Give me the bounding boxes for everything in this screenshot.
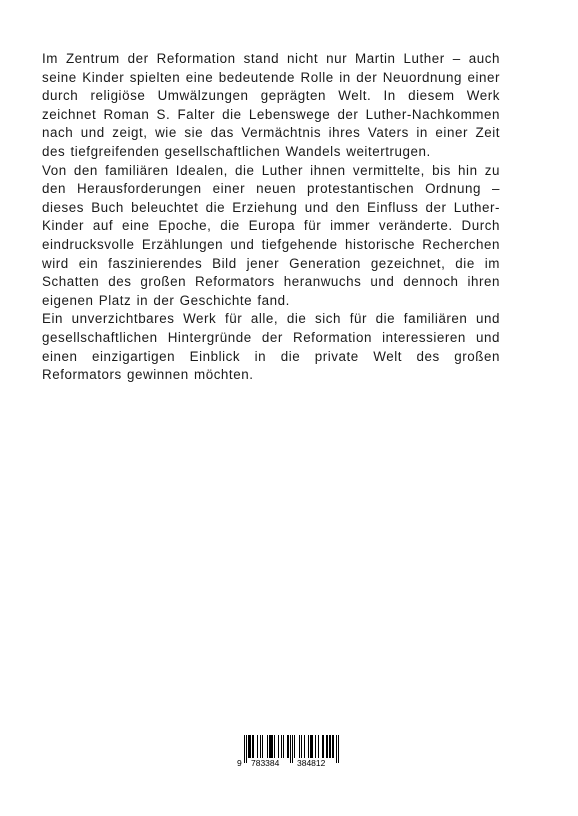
blurb-paragraph-1: Im Zentrum der Reformation stand nicht nur Martin Luther – auch seine Kinder spielten eine bedeutende Rolle in der Neuordnung einer durch religiöse Umwälzungen geprägten Welt. In diesem Werk zeichnet Roman S. Falter die Lebenswege der Luther-Nachkommen nach und zeigt, wie sie das Vermächtnis ihres Vaters in einer Zeit des tiefgreifenden gesellschaftlichen Wandels weitertrugen. bbox=[42, 51, 500, 159]
barcode-bar bbox=[283, 735, 284, 758]
blurb-paragraph-2: Von den familiären Idealen, die Luther ihnen vermittelte, bis hin zu den Herausforderungen einer neuen protestantischen Ordnung – dieses Buch beleuchtet die Erziehung und den Einfluss der Luther-Kinder auf eine Epoche, die Europa für immer veränderte. Durch eindrucksvolle Erzählungen und tiefgehende historische Recherchen wird ein faszinierendes Bild jener Generation gezeichnet, die im Schatten des großen Reformators heranwuchs und dennoch ihren eigenen Platz in der Geschichte fand. bbox=[42, 162, 500, 308]
barcode-right-group: 384812 bbox=[297, 758, 326, 768]
barcode-bar bbox=[272, 735, 273, 758]
barcode-bar bbox=[311, 735, 312, 758]
barcode-bar bbox=[312, 735, 313, 758]
barcode-bar bbox=[281, 735, 282, 758]
barcode-bar bbox=[252, 735, 253, 758]
barcode-bar bbox=[299, 735, 300, 758]
barcode-bar bbox=[248, 735, 249, 758]
barcode-bar bbox=[332, 735, 333, 758]
barcode-bar bbox=[274, 735, 275, 758]
blurb-paragraph-3: Ein unverzichtbares Werk für alle, die sich für die familiären und gesellschaftlichen Hintergründe der Reformation interessieren und einen einzigartigen Einblick in die private Welt des großen Reformators gewinnen möchten. bbox=[42, 311, 500, 383]
barcode-bar bbox=[270, 735, 271, 758]
barcode-bar bbox=[308, 735, 309, 758]
barcode-bar bbox=[326, 735, 327, 758]
barcode-bar bbox=[267, 735, 268, 758]
barcode-bar bbox=[330, 735, 331, 758]
barcode-left-group: 783384 bbox=[251, 758, 280, 768]
barcode-bar bbox=[323, 735, 324, 758]
barcode-bar bbox=[318, 735, 319, 758]
barcode-bar bbox=[257, 735, 258, 758]
barcode-lead-digit: 9 bbox=[237, 758, 242, 768]
barcode-bar bbox=[315, 735, 316, 758]
barcode-bar bbox=[253, 735, 254, 758]
barcode-bar bbox=[271, 735, 272, 758]
blurb-text bbox=[42, 50, 500, 385]
barcode-bar bbox=[333, 735, 334, 758]
barcode-bar bbox=[269, 735, 270, 758]
barcode-bar bbox=[260, 735, 261, 758]
barcode-bar bbox=[310, 735, 311, 758]
barcode-bar bbox=[287, 735, 288, 758]
barcode-bar bbox=[327, 735, 328, 758]
barcode-bar bbox=[262, 735, 263, 758]
barcode-bar bbox=[250, 735, 251, 758]
barcode-bar bbox=[278, 735, 279, 758]
barcode-bar bbox=[288, 735, 289, 758]
barcode-digits bbox=[236, 758, 340, 769]
barcode-bar bbox=[329, 735, 330, 758]
barcode-bar bbox=[294, 735, 295, 758]
isbn-barcode bbox=[236, 735, 340, 769]
barcode-bar bbox=[249, 735, 250, 758]
barcode-bar bbox=[304, 735, 305, 758]
barcode-bar bbox=[322, 735, 323, 758]
barcode-bar bbox=[301, 735, 302, 758]
